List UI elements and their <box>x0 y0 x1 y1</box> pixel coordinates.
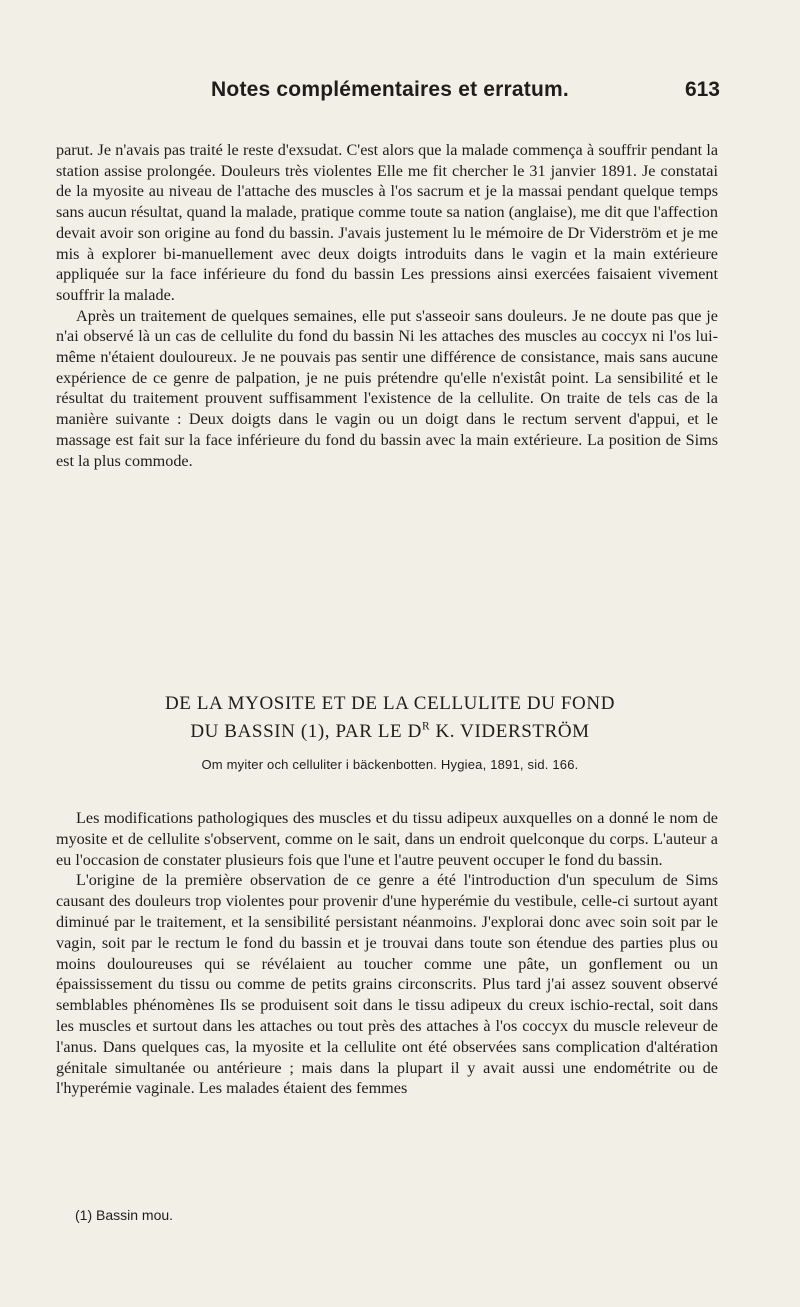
continued-article-text <box>56 140 718 471</box>
running-header <box>60 78 720 114</box>
section-heading-line-2 <box>60 718 720 746</box>
paragraph: Après un traitement de quelques semaines, elle put s'asseoir sans douleurs. Je ne doute pas que je n'ai observé là un cas de cellulite du fond du bassin Ni les attaches des muscles au coccyx ni l'os lui-même n'étaient douloureux. Je ne pouvais pas sentir une différence de consistance, mais sans aucune expérience de ce genre de palpation, je ne puis prétendre qu'elle n'existât point. La sensibilité et le résultat du traitement prouvent suffisamment l'existence de la cellulite. On traite de tels cas de la manière suivante : Deux doigts dans le vagin ou un doigt dans le rectum servent d'appui, et le massage est fait sur la face inférieure du fond du bassin avec la main extérieure. La position de Sims est la plus commode. <box>56 306 718 470</box>
page-number: 613 <box>684 78 720 101</box>
heading-text: K. VIDERSTRÖM <box>430 721 590 742</box>
page-title: Notes complémentaires et erratum. <box>211 78 569 101</box>
section-heading-line-1: DE LA MYOSITE ET DE LA CELLULITE DU FOND <box>164 693 616 714</box>
heading-text: DU BASSIN (1), PAR LE D <box>190 721 422 742</box>
source-citation: Om myiter och celluliter i bäckenbotten. Hygiea, 1891, sid. 166. <box>201 757 579 772</box>
paragraph: L'origine de la première observation de ce genre a été l'introduction d'un speculum de Sims causant des douleurs trop violentes pour provenir d'une hyperémie du vestibule, celle-ci surtout ayant diminué par le traitement, et la sensibilité persistant néanmoins. J'explorai donc avec soin soit par le vagin, soit par le rectum le fond du bassin et je trouvai dans toute son étendue des parties plus ou moins douloureuses qui se révélaient au toucher comme une pâte, un gonflement ou un épaississement du tissu ou comme de petits grains circonscrits. Plus tard j'ai assez souvent observé semblables phénomènes Ils se produisent soit dans le tissu adipeux du creux ischio-rectal, soit dans les muscles et surtout dans les attaches ou tout près des attaches à l'os coccyx du muscle releveur de l'anus. Dans quelques cas, la myosite et la cellulite ont été observées sans complication d'altération génitale simultanée ou antérieure ; mais dans la plupart il y avait aussi une endométrite ou de l'hyperémie vaginale. Les malades étaient des femmes <box>56 871 718 1098</box>
paragraph: parut. Je n'avais pas traité le reste d'exsudat. C'est alors que la malade commença à souffrir pendant la station assise prolongée. Douleurs très violentes Elle me fit chercher le 31 janvier 1891. Je constatai de la myosite au niveau de l'attache des muscles à l'os sacrum et je la massai pendant quelque temps sans aucun résultat, quand la malade, pratique comme toute sa nation (anglaise), me dit que l'affection devait avoir son origine au fond du bassin. J'avais justement lu le mémoire de Dr Viderström et je me mis à explorer bi-manuellement avec deux doigts introduits dans le vagin et la main extérieure appliquée sur la face inférieure du fond du bassin Les pressions ainsi exercées faisaient vivement souffrir la malade. <box>56 141 718 304</box>
heading-superscript: R <box>421 720 431 733</box>
footnote: (1) Bassin mou. <box>75 1207 174 1223</box>
paragraph: Les modifications pathologiques des muscles et du tissu adipeux auxquelles on a donné le nom de myosite et de cellulite s'observent, comme on le sait, dans un endroit quelconque du corps. L'auteur a eu l'occasion de constater plusieurs fois que l'une et l'autre peuvent occuper le fond du bassin. <box>56 809 718 869</box>
section-body-text <box>56 808 718 1099</box>
